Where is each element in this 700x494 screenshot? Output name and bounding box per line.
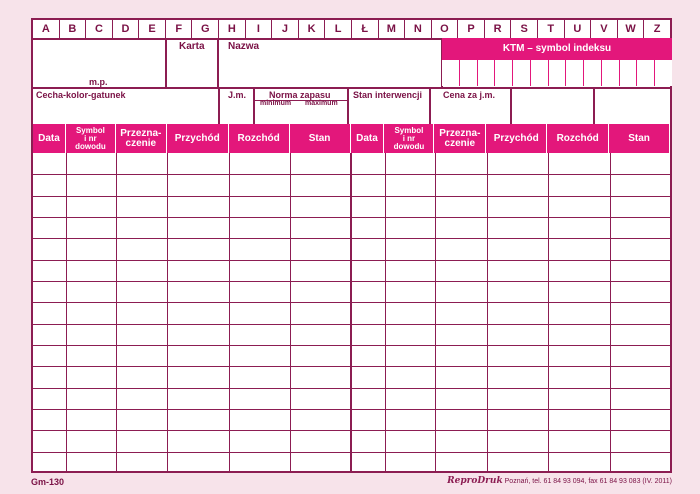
index-letter: A (33, 20, 60, 38)
cecha-label: Cecha-kolor-gatunek (36, 90, 126, 100)
grid-column-line (66, 153, 67, 471)
ktm-cell[interactable] (584, 60, 602, 86)
norma-label: Norma zapasu (269, 90, 331, 100)
grid-column-line (385, 153, 386, 471)
index-letter: U (565, 20, 592, 38)
index-letter: O (432, 20, 459, 38)
column-header: Stan (609, 124, 670, 153)
column-header: Symbol i nr dowodu (384, 124, 434, 153)
divider (33, 87, 670, 89)
column-header: Przychód (167, 124, 229, 153)
divider (593, 88, 595, 124)
table-body (33, 153, 670, 471)
table-row (33, 324, 670, 325)
column-header: Przezna- czenie (116, 124, 167, 153)
form-code: Gm-130 (31, 477, 65, 487)
table-header (33, 124, 670, 153)
index-letter: Z (653, 23, 661, 35)
grid-column-line (116, 153, 117, 471)
index-letter: I (246, 20, 273, 38)
column-header: Symbol i nr dowodu (66, 124, 116, 153)
divider (218, 88, 220, 124)
ktm-cell[interactable] (478, 60, 496, 86)
grid-column-line (610, 153, 611, 471)
index-letter: K (299, 20, 326, 38)
index-letter: L (325, 20, 352, 38)
divider (217, 38, 219, 88)
mp-label: m.p. (89, 77, 108, 87)
grid-column-line (435, 153, 436, 471)
column-header: Przezna- czenie (434, 124, 486, 153)
ktm-cell[interactable] (637, 60, 655, 86)
table-row (33, 430, 670, 431)
table-row (33, 452, 670, 453)
index-letter: C (86, 20, 113, 38)
grid-column-line (548, 153, 549, 471)
ktm-cell[interactable] (442, 60, 460, 86)
divider (510, 88, 512, 124)
column-header: Przychód (486, 124, 547, 153)
ktm-cell[interactable] (495, 60, 513, 86)
maximum-label: maximum (305, 100, 338, 107)
column-header: Data (33, 124, 66, 153)
table-row (33, 366, 670, 367)
ktm-cell[interactable] (549, 60, 567, 86)
table-row (33, 238, 670, 239)
jm-label: J.m. (228, 90, 247, 100)
alphabet-index-row (33, 20, 670, 40)
index-letter: F (166, 20, 193, 38)
table-row (33, 260, 670, 261)
publisher-info: Poznań, tel. 61 84 93 094, fax 61 84 93 083 (IV. 2011) (504, 478, 672, 485)
ktm-cell[interactable] (531, 60, 549, 86)
grid-column-line (167, 153, 168, 471)
index-letter: B (60, 20, 87, 38)
table-row (33, 409, 670, 410)
index-letter: D (113, 20, 140, 38)
index-letter: N (405, 20, 432, 38)
ktm-cell[interactable] (620, 60, 638, 86)
ktm-title: KTM – symbol indeksu (442, 38, 672, 60)
table-row (33, 281, 670, 282)
grid-column-line (487, 153, 488, 471)
ktm-index-box (442, 38, 672, 86)
ktm-cells (442, 60, 672, 86)
index-letter: V (591, 20, 618, 38)
divider (347, 88, 349, 124)
ktm-cell[interactable] (566, 60, 584, 86)
publisher-footer (447, 476, 672, 486)
stan-interwencji-label: Stan interwencji (353, 90, 423, 100)
index-letter: T (538, 20, 565, 38)
index-letter: S (511, 20, 538, 38)
table-row (33, 388, 670, 389)
ktm-cell[interactable] (655, 60, 672, 86)
index-letter: P (458, 20, 485, 38)
column-header: Stan (290, 124, 351, 153)
column-header: Rozchód (547, 124, 609, 153)
column-header: Data (351, 124, 385, 153)
grid-column-line (229, 153, 230, 471)
divider (253, 88, 255, 124)
table-row (33, 174, 670, 175)
ktm-cell[interactable] (513, 60, 531, 86)
grid-column-line (290, 153, 291, 471)
table-row (33, 345, 670, 346)
stock-card-form (31, 18, 672, 473)
column-header: Rozchód (229, 124, 290, 153)
table-row (33, 302, 670, 303)
index-letter: H (219, 20, 246, 38)
index-letter: W (618, 20, 645, 38)
index-letter: R (485, 20, 512, 38)
divider (429, 88, 431, 124)
grid-column-line (350, 153, 352, 471)
table-row (33, 196, 670, 197)
index-letter: M (379, 20, 406, 38)
ktm-cell[interactable] (460, 60, 478, 86)
divider (165, 38, 167, 88)
table-row (33, 217, 670, 218)
index-letter: E (139, 20, 166, 38)
index-letter: J (272, 20, 299, 38)
nazwa-label: Nazwa (228, 41, 260, 52)
ktm-cell[interactable] (602, 60, 620, 86)
cena-label: Cena za j.m. (443, 90, 496, 100)
index-letter: Ł (352, 20, 379, 38)
karta-label: Karta (179, 41, 205, 52)
brand-logo: ReproDruk (447, 476, 503, 486)
index-letter: G (192, 20, 219, 38)
minimum-label: minimum (260, 100, 292, 107)
